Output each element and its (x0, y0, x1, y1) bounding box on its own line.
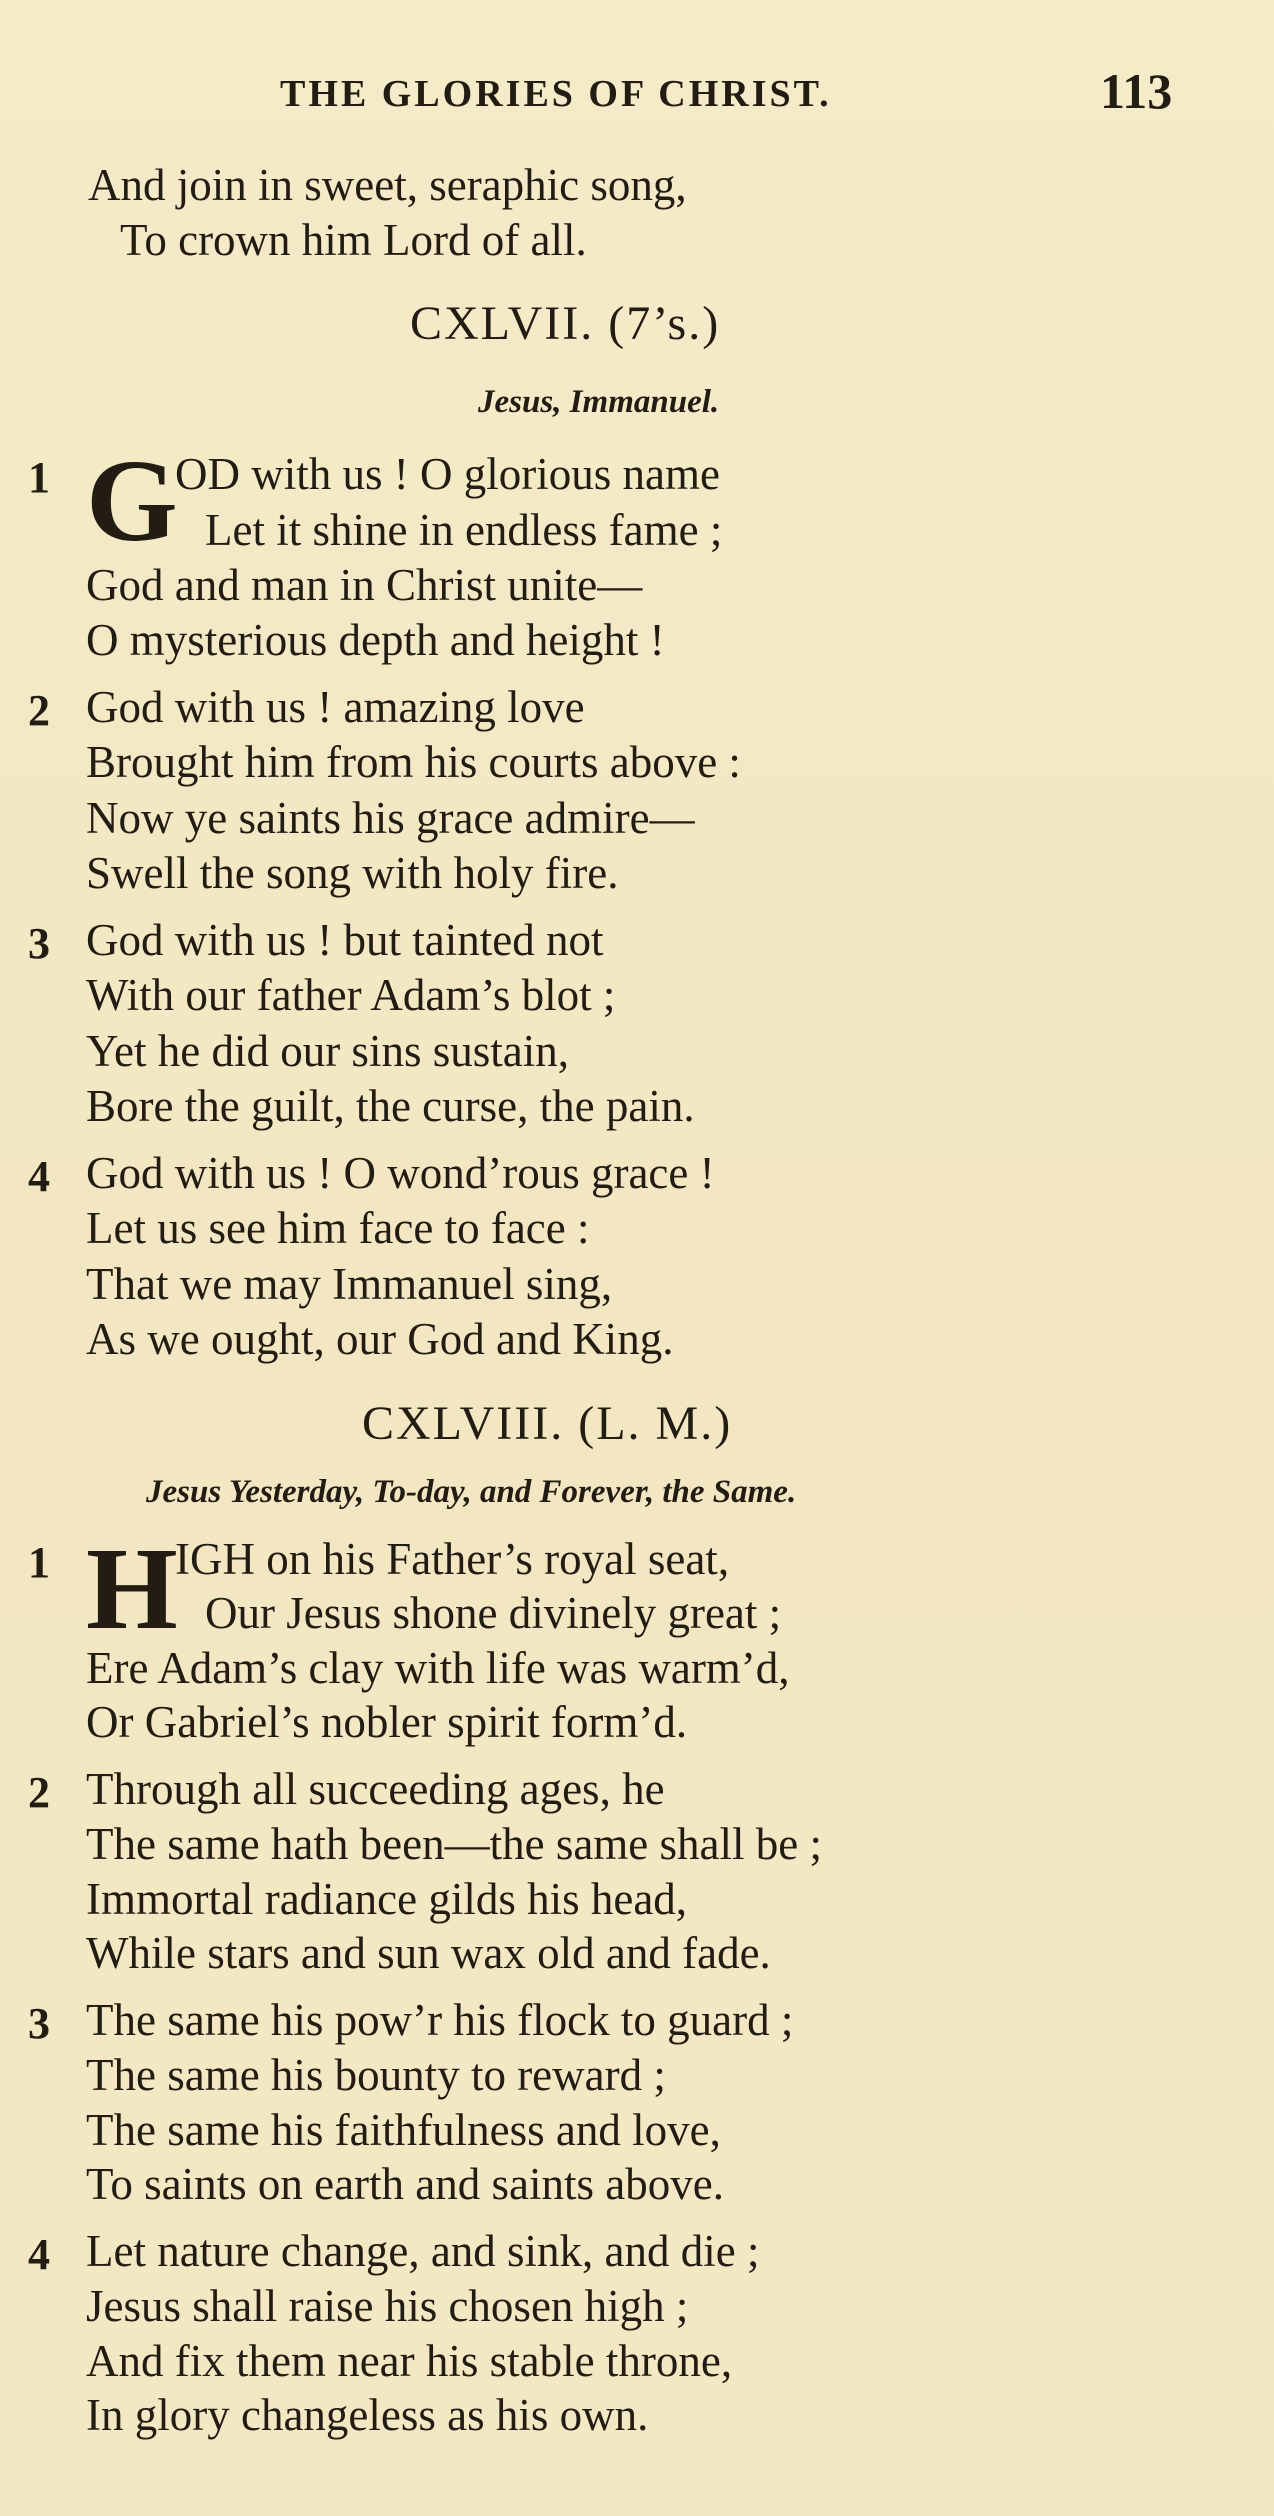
hymn-148-title: CXLVIII. (L. M.) (362, 1397, 733, 1450)
verse-line: God with us ! O wond’rous grace ! (86, 1148, 715, 1198)
verse-line: As we ought, our God and King. (86, 1314, 674, 1364)
verse-line: Now ye saints his grace admire— (86, 793, 695, 843)
verse-number: 2 (28, 686, 50, 735)
running-title: THE GLORIES OF CHRIST. (280, 73, 832, 115)
carryover-line-2: To crown him Lord of all. (120, 215, 587, 265)
verse-line: That we may Immanuel sing, (86, 1259, 613, 1309)
verse-number: 1 (28, 1538, 50, 1587)
verse-line: Immortal radiance gilds his head, (86, 1874, 688, 1924)
verse-line: Through all succeeding ages, he (86, 1764, 665, 1814)
verse-line: In glory changeless as his own. (86, 2390, 649, 2440)
verse-line: OD with us ! O glorious name (175, 449, 720, 499)
verse-line: Our Jesus shone divinely great ; (205, 1588, 782, 1638)
verse-line: To saints on earth and saints above. (86, 2159, 724, 2209)
verse-line: God with us ! amazing love (86, 682, 585, 732)
verse-line: Ere Adam’s clay with life was warm’d, (86, 1643, 790, 1693)
drop-cap: G (86, 435, 178, 566)
verse-line: The same his bounty to reward ; (86, 2050, 666, 2100)
carryover-line-1: And join in sweet, seraphic song, (88, 160, 687, 210)
verse-line: The same his faithfulness and love, (86, 2105, 721, 2155)
verse-number: 1 (28, 453, 50, 502)
hymn-147-subtitle: Jesus, Immanuel. (478, 384, 720, 420)
verse-line: IGH on his Father’s royal seat, (175, 1534, 730, 1584)
hymn-148-subtitle: Jesus Yesterday, To-day, and Forever, the Same. (146, 1474, 797, 1510)
verse-line: The same hath been—the same shall be ; (86, 1819, 822, 1869)
verse-line: God with us ! but tainted not (86, 915, 604, 965)
verse-number: 4 (28, 1152, 50, 1201)
verse-number: 3 (28, 1999, 50, 2048)
verse-line: Let nature change, and sink, and die ; (86, 2226, 760, 2276)
verse-number: 2 (28, 1768, 50, 1817)
verse-line: Jesus shall raise his chosen high ; (86, 2281, 689, 2331)
drop-cap: H (86, 1523, 178, 1654)
verse-line: Let it shine in endless fame ; (205, 505, 723, 555)
verse-line: God and man in Christ unite— (86, 560, 643, 610)
verse-line: Swell the song with holy fire. (86, 848, 619, 898)
verse-line: With our father Adam’s blot ; (86, 970, 616, 1020)
verse-number: 3 (28, 919, 50, 968)
verse-number: 4 (28, 2230, 50, 2279)
verse-line: Let us see him face to face : (86, 1203, 590, 1253)
verse-line: The same his pow’r his flock to guard ; (86, 1995, 794, 2045)
hymn-147-title: CXLVII. (7’s.) (410, 297, 721, 350)
verse-line: While stars and sun wax old and fade. (86, 1928, 771, 1978)
verse-line: And fix them near his stable throne, (86, 2336, 733, 2386)
page-number: 113 (1100, 63, 1173, 119)
verse-line: Or Gabriel’s nobler spirit form’d. (86, 1697, 688, 1747)
verse-line: Bore the guilt, the curse, the pain. (86, 1081, 695, 1131)
verse-line: O mysterious depth and height ! (86, 615, 665, 665)
verse-line: Brought him from his courts above : (86, 737, 741, 787)
verse-line: Yet he did our sins sustain, (86, 1026, 569, 1076)
